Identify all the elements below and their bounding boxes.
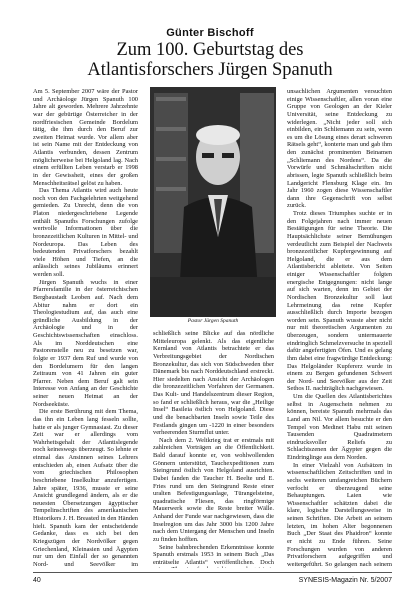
col2-paragraph: Seine bahnbrechenden Erkenntnisse konnte Spanuth erstmals 1953 in seinem Buch „Das enträtselte Atlantis“ veröffentlichen. Doch: [153, 543, 274, 566]
photo-caption: Pastor Jürgen Spanuth: [187, 318, 239, 324]
author-name: Günter Bischoff: [166, 27, 254, 39]
title-line-1: Zum 100. Geburtstag des: [116, 40, 304, 60]
col1-paragraph: Am 5. September 2007 wäre der Pastor und Archäologe Jürgen Spanuth 100 Jahre alt geworden. Mehrere Jahrzehnte war der gebürtige Österreicher in der nordfriesischen Gemeinde Bordelum tätig, die ihm durch den Beruf zur zweiten Heimat wurde. Vor allem aber ist sein Name mit der Entdeckung von Atlantis verbunden, dessen Zentrum möglicherweise bei Helgoland lag. Nach einem erfüllten Leben verstarb er 1998 in der Gewissheit, eines der großen Menschheitsrätsel gelöst zu haben.: [33, 88, 138, 187]
portrait-photo: [150, 87, 276, 317]
title-line-2: Atlantisforschers Jürgen Spanuth: [87, 60, 333, 80]
col3-paragraph: Trotz dieses Triumphes suchte er in den Folgejahren nach immer neuen Bestätigungen für seine Theorie. Die Hauptsächlichste seiner Bemühungen verdeutlicht zum Beispiel der Nachweis bronzezeitlicher Kupfergewinnung auf Helgoland, die er aus dem Atlantisbericht ableitete. Von Seiten einiger Wissenschaftler folgten energische Entgegnungen: nicht lange auf sich warten, denn im Gebiet der Nordischen Bronzekultur soll laut Lehrmeinung das reine Kupfer ausschließlich durch Importe bezogen worden sein. Spanuth wusste aber nicht nur mit theoretischen Argumenten zu überzeugen, sondern untermauerte eindringlich Schmelzversuche in speziell dafür angefertigten Öfen. Und es gelang ihm dabei eine fragwürdige Entdeckung: Das Helgoländer Kupfererz wurde in einem zu Bergen gefundenen Schwert der Nord- und Seevölker aus der Zeit Sethos II. nachträglich nachgewiesen.: [287, 210, 392, 393]
col2-paragraph: schließlich seine Blicke auf das nördliche Mitteleuropa gelenkt. Als das eigentliche Kernland von Atlantis betrachtete er das Verbreitungsgebiet der Nordischen Bronzekultur, das sich von Südschweden über Dänemark bis nach Norddeutschland erstreckt. Hier siedelten nach Ansicht der Archäologen die bronzezeitlichen Vorfahren der Germanen. Das Kult- und Handelszentrum dieser Region, so fand er schließlich heraus, war die „Heilige Insel“ Basileia östlich von Helgoland. Diese und die benachbarten Inseln sowie Teile des Festlands gingen um -1220 in einer besonders verheerenden Sturmflut unter.: [153, 330, 274, 437]
col1-paragraph: Die erste Berührung mit dem Thema, das ihn ein Leben lang fesseln sollte, hatte er als junger Gymnasiast. Zu dieser Zeit war er allerdings vom Wahrheitsgehalt der Atlantislegende noch keineswegs überzeugt. So lehnte er einmal das Ansinnen seines Lehrers entschieden ab, einen Aufsatz über die vom griechischen Philosophen beschriebene Inselkultur anzufertigen. Jahre später, 1936, musste er seine Ansicht grundlegend ändern, als er die neuesten Übersetzungen ägyptischer Tempelinschriften des amerikanischen Historikers J. H. Breasted in den Händen hielt. Spanuth kam der entscheidende Gedanke, dass es sich bei den Kriegszügen der Nordvölker gegen Griechenland, Kleinasien und Ägypten nur um den Einfall der so genannten Nord- und Seevölker im: [33, 408, 138, 568]
col3-paragraph: In einer Vielzahl von Aufsätzen in wissenschaftlichen Zeitschriften und in sechs weiteren umfangreichen Büchern verfocht er überzeugend seine Behauptungen. Laien wie Wissenschaftler schätzten dabei die klare, logische Darstellungsweise in seinen Schriften. Die Arbeit an seinem letzten, im hohen Alter begonnenen Buch „Der Staat des Phaidron“ konnte er nicht zu Ende führen. Seine Forschungen wurden von anderen Privatforschern aufgegriffen und weitergeführt. So gelangen nach seinem: [287, 461, 392, 568]
page-number: 40: [33, 577, 41, 584]
footer-rule: [33, 572, 392, 573]
col1-paragraph: Das Thema Atlantis wird auch heute noch von den Fachgelehrten weitgehend gemieden. Zu Unrecht, denn die von Platon niedergeschriebene Legende enthält Spanuths Forschungen zufolge wertvolle Informationen über die bronzezeitlichen Kulturen in Mittel- und Nordeuropa. Das Leben des bedeutenden Privatforschers bezahlt viele Höhen und Tiefen, an die anlässlich seines Jubiläums erinnert werden soll.: [33, 187, 138, 278]
column-3: [287, 88, 392, 568]
column-2: [153, 330, 274, 568]
col3-paragraph: Um die Quellen des Atlantisberichtes selbst in Augenschein nehmen zu können, bereiste Spanuth mehrmals das Land am Nil. Vor allem besuchte er den Tempel von Medinet Habu mit seinen Tausenden Quadratmetern eindrucksvoller Reliefs zu Schlachtszenen der Ägypter gegen die Eindringlinge aus dem Norden.: [287, 393, 392, 461]
col2-paragraph: Nach dem 2. Weltkrieg trat er erstmals mit zahlreichen Vorträgen an die Öffentlichkeit. Bald darauf konnte er, von wohlwollenden Gönnern unterstützt, Tauchexpeditionen zum Steingrund östlich von Helgoland ausrichten. Dabei fanden die Taucher H. Beelte und E. Fries rund um den Steingrund Reste einer uralten Befestigungsanlage, Türangelsteine, quadratische Fliesen, das ringförmige Mauerwerk sowie die Reste breiter Wälle. Anhand der Funde war nachgewiesen, dass die Inselregion um das Jahr 3000 bis 1200 Jahre nach dem Untergang der Menschen und Inseln zu finden hofften.: [153, 436, 274, 543]
journal-name: SYNESIS-Magazin Nr. 5/2007: [298, 577, 392, 584]
column-1: [33, 88, 138, 568]
col3-paragraph: unsachlichen Argumenten versuchten einige Wissenschaftler, allen voran eine Gruppe von Geologen an der Kieler Universität, seine Entdeckung zu widerlegen. „Nicht jeder soll sich einbilden, ein Schliemann zu sein, wenn es um die Lösung eines derart schweren Rätsels geht“, konterte man und gab ihm den zunächst prominenten Beinamen „Schliemann des Nordens“. Da die Vorwürfe und Schmähschriften nicht abrissen, legte Spanuth schließlich beim Landgericht Flensburg Klage ein. Im Jahr 1960 zogen diese Wissenschaftler dann ihre Gegenschrift von selbst zurück.: [287, 88, 392, 210]
article-title: [0, 40, 420, 80]
portrait-illustration: [150, 87, 276, 317]
col1-paragraph: Jürgen Spanuth wuchs in einer Pfarrersfamilie in der österreichischen Bergbaustadt Leoben auf. Nach dem Abitur nahm er dort ein Theologiestudium auf, das auch eine gründliche Ausbildung in der Archäologie und in der Geschichtswissenschaften einschloss. Als im Norddeutschen eine Pastorenstelle neu zu besetzen war, folgte er 1937 dem Ruf und wurde von den Bordelumern für den langen Zeitraum von 41 Jahren ein guter Pfarrer. Neben dem Beruf galt sein Interesse von Anfang an der Geschichte seiner neuen Heimat an der Nordseeküste.: [33, 278, 138, 408]
